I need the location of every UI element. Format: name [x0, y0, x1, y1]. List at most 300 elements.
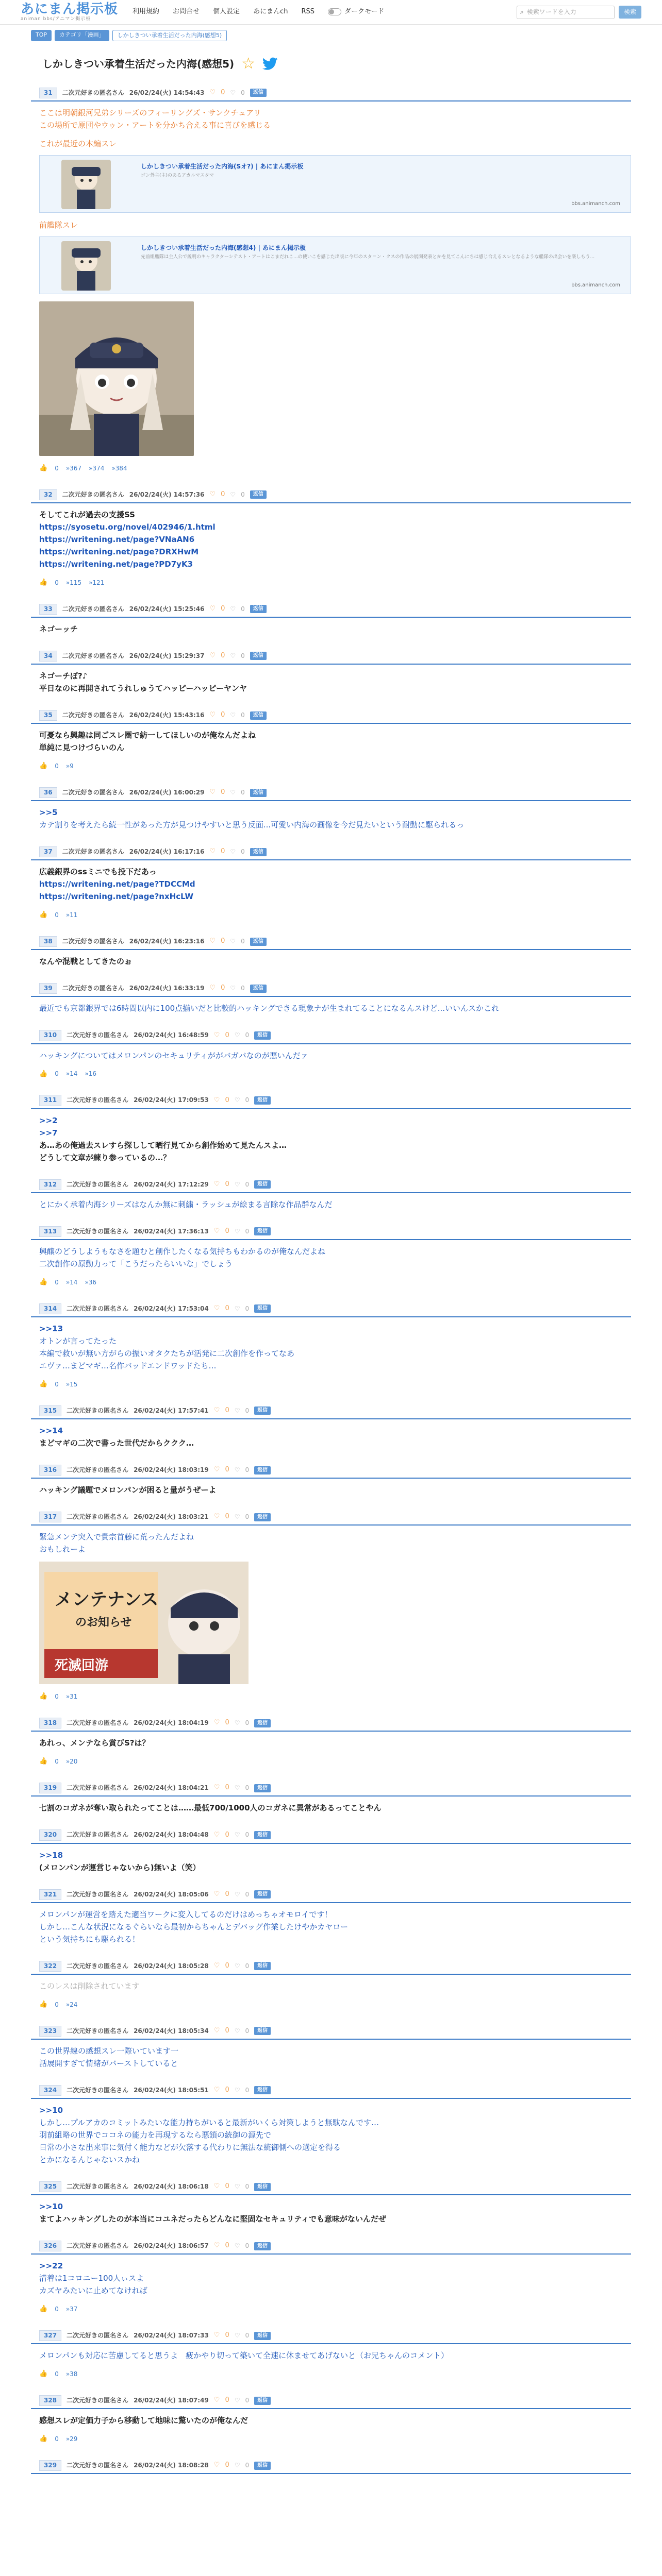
reply-button[interactable]: 返信	[250, 985, 267, 993]
post-line: 可憂なら興趣は同ごスレ圏で紡一してほしいのが俺なんだよね	[39, 731, 256, 740]
post-line[interactable]: >>7	[39, 1128, 58, 1138]
good-icon[interactable]: ♡	[213, 2396, 220, 2404]
good-icon[interactable]: ♡	[213, 1031, 220, 1039]
breadcrumb-top[interactable]: TOP	[31, 30, 52, 41]
post-line: カズヤみたいに止めてなければ	[39, 2286, 147, 2296]
bad-icon[interactable]: ♡	[230, 985, 236, 992]
poster-name: 二次元好きの匿名さん	[67, 1831, 129, 1839]
reply-links	[31, 1756, 631, 1767]
bad-icon[interactable]: ♡	[234, 1784, 240, 1792]
good-icon[interactable]: ♡	[209, 848, 216, 856]
reply-link[interactable]: »24	[65, 2001, 78, 2008]
post-line[interactable]: >>2	[39, 1115, 58, 1125]
post-number[interactable]: 316	[39, 1465, 61, 1476]
reply-button[interactable]: 返信	[254, 2086, 271, 2094]
post-number[interactable]: 328	[39, 2395, 61, 2406]
post-header	[31, 1303, 631, 1317]
post	[31, 787, 631, 831]
post-header	[31, 1889, 631, 1903]
post-header	[31, 846, 631, 860]
post-line[interactable]: >>5	[39, 808, 58, 818]
bad-icon[interactable]: ♡	[234, 1304, 240, 1312]
reply-link[interactable]: 0	[55, 911, 59, 919]
poster-name: 二次元好きの匿名さん	[67, 1227, 129, 1235]
post-body	[31, 503, 631, 570]
reply-link[interactable]: 0	[55, 1278, 59, 1286]
post-header	[31, 2181, 631, 2195]
reply-button[interactable]: 返信	[254, 1831, 271, 1839]
post-line: あれっ、メンテなら賞びS?は？	[39, 1738, 150, 1748]
nav-terms[interactable]: 利用規約	[133, 8, 160, 16]
search-input[interactable]	[517, 6, 615, 19]
good-icon[interactable]: ♡	[213, 2086, 220, 2094]
bad-icon[interactable]: ♡	[234, 2086, 240, 2094]
banner-title: メンテナンス	[55, 1589, 159, 1611]
bad-icon[interactable]: ♡	[234, 1466, 240, 1473]
good-icon[interactable]: ♡	[213, 1513, 220, 1521]
poster-name: 二次元好きの匿名さん	[62, 938, 124, 945]
reply-link[interactable]: »374	[89, 464, 105, 472]
bad-icon[interactable]: ♡	[234, 1406, 240, 1414]
post-header	[31, 2026, 631, 2040]
post-header	[31, 710, 631, 724]
post-line: そしてこれが過去の支援SS	[39, 510, 135, 519]
reply-link[interactable]: 0	[55, 2001, 59, 2008]
bad-icon[interactable]: ♡	[234, 1831, 240, 1839]
good-count: 0	[221, 984, 225, 992]
post-line[interactable]: https://syosetu.org/novel/402946/1.html	[39, 522, 216, 532]
post-list	[31, 88, 631, 2480]
post-header	[31, 1179, 631, 1193]
post-body	[31, 997, 631, 1014]
post-number[interactable]: 38	[39, 936, 57, 947]
good-count: 0	[221, 788, 225, 796]
post-header	[31, 1095, 631, 1109]
bad-count: 0	[245, 2462, 250, 2469]
post	[31, 983, 631, 1014]
reply-button[interactable]: 返信	[250, 938, 267, 946]
thumb-icon[interactable]: 👍	[39, 1380, 48, 1388]
reply-link[interactable]: »15	[65, 1380, 78, 1388]
post-line[interactable]: >>22	[39, 2261, 63, 2271]
thumb-icon[interactable]: 👍	[39, 1070, 48, 1078]
thumb-icon[interactable]: 👍	[39, 2000, 48, 2008]
good-count: 0	[225, 1180, 229, 1188]
reply-link[interactable]: »37	[65, 2306, 78, 2313]
post-line[interactable]: >>10	[39, 2106, 63, 2115]
bad-icon[interactable]: ♡	[230, 788, 236, 796]
bad-icon[interactable]: ♡	[230, 652, 236, 659]
post	[31, 2460, 631, 2479]
reply-button[interactable]: 返信	[250, 711, 267, 720]
card-description: ゴン外主(主)のあるアカルマスタマ	[141, 173, 214, 178]
post-date: 26/02/24(火) 18:08:28	[134, 2462, 209, 2469]
reply-link[interactable]: »115	[65, 579, 82, 586]
card-title[interactable]: しかしきつい承着生活だった内海(感想4) | あにまん掲示板	[141, 244, 306, 251]
reply-link[interactable]: »11	[65, 911, 78, 919]
post-image[interactable]	[39, 1562, 249, 1684]
darkmode-toggle[interactable]	[328, 7, 384, 18]
reply-link[interactable]: 0	[55, 1380, 59, 1388]
bad-count: 0	[245, 2183, 250, 2191]
breadcrumb-category[interactable]: カテゴリ「漫画」	[55, 30, 109, 41]
good-count: 0	[225, 2396, 229, 2404]
post-number[interactable]: 314	[39, 1303, 61, 1314]
reply-link[interactable]: 0	[55, 464, 59, 472]
reply-button[interactable]: 返信	[254, 1719, 271, 1727]
card-site: bbs.animanch.com	[571, 282, 620, 288]
post-line[interactable]: >>14	[39, 1426, 63, 1435]
post-line: (メロンパンが運営じゃないから)無いよ（笑）	[39, 1862, 201, 1872]
post-body	[31, 665, 631, 694]
post	[31, 1303, 631, 1390]
logo-title[interactable]: あにまん掲示板	[21, 2, 119, 17]
post-date: 26/02/24(火) 15:25:46	[129, 605, 205, 613]
reply-button[interactable]: 返信	[254, 1180, 271, 1189]
post-image[interactable]	[39, 301, 194, 456]
reply-button[interactable]: 返信	[250, 490, 267, 499]
thumb-icon[interactable]: 👍	[39, 578, 48, 586]
post	[31, 489, 631, 588]
post-number[interactable]: 325	[39, 2181, 61, 2192]
reply-button[interactable]: 返信	[254, 2183, 271, 2191]
reply-link[interactable]: »384	[111, 464, 127, 472]
post-number[interactable]: 311	[39, 1095, 61, 1106]
thumb-icon[interactable]: 👍	[39, 1757, 48, 1766]
bad-icon[interactable]: ♡	[234, 2397, 240, 2404]
post-date: 26/02/24(火) 14:57:36	[129, 490, 205, 498]
post-line: という気持ちにも駆られる！	[39, 1934, 140, 1944]
post-number[interactable]: 32	[39, 489, 57, 500]
post-body	[31, 1844, 631, 1874]
post-line: 羽前組略の世界でココネの能力を再現するなら悪鎖の統御の源先で	[39, 2130, 272, 2140]
good-icon[interactable]: ♡	[209, 984, 216, 992]
good-icon[interactable]: ♡	[213, 1304, 220, 1312]
bad-count: 0	[241, 652, 245, 659]
post-line: 最近でも京都銀界では6時間以内に100点揃いだと比較的ハッキングできる現象ナが生まれてることになるんスけど...いいんスかこれ	[39, 1004, 500, 1013]
poster-name: 二次元好きの匿名さん	[62, 89, 124, 96]
post-line[interactable]: https://writening.net/page?VNaAN6	[39, 534, 195, 544]
thumb-icon[interactable]: 👍	[39, 1278, 48, 1286]
good-icon[interactable]: ♡	[213, 2461, 220, 2469]
reply-button[interactable]: 返信	[254, 1304, 271, 1313]
reply-button[interactable]: 返信	[254, 1096, 271, 1105]
post	[31, 2395, 631, 2445]
reply-button[interactable]: 返信	[254, 2397, 271, 2405]
search-icon: ⌕	[520, 8, 524, 15]
thumb-icon[interactable]: 👍	[39, 464, 48, 472]
post-number[interactable]: 39	[39, 983, 57, 994]
post-line: ハッキング議題でメロンパンが困ると量がうぜーよ	[39, 1485, 217, 1495]
post-line[interactable]: >>10	[39, 2202, 63, 2212]
post-number[interactable]: 34	[39, 651, 57, 662]
star-icon[interactable]: ☆	[241, 54, 256, 73]
twitter-icon[interactable]	[262, 57, 278, 71]
reply-links	[31, 910, 631, 921]
search-button[interactable]: 検索	[619, 6, 641, 19]
post-line: メロンパンが運営を踏えた適当ワークに変入してるのだけはめっちゃオモロイです！	[39, 1909, 333, 1919]
good-icon[interactable]: ♡	[209, 88, 216, 96]
good-icon[interactable]: ♡	[213, 1831, 220, 1839]
post-date: 26/02/24(火) 16:00:29	[129, 788, 205, 796]
reply-link[interactable]: 0	[55, 2370, 59, 2378]
bad-count: 0	[241, 848, 245, 856]
good-count: 0	[225, 1406, 229, 1414]
good-icon[interactable]: ♡	[213, 1466, 220, 1474]
reply-button[interactable]: 返信	[254, 1031, 271, 1040]
post-number[interactable]: 37	[39, 846, 57, 857]
post-line[interactable]: https://writening.net/page?PD7yK3	[39, 559, 193, 569]
site-logo[interactable]	[21, 3, 118, 22]
post-number[interactable]: 323	[39, 2026, 61, 2037]
section	[39, 219, 631, 294]
thumb-icon[interactable]: 👍	[39, 2370, 48, 2378]
good-count: 0	[225, 1096, 229, 1104]
good-icon[interactable]: ♡	[209, 937, 216, 945]
reply-button[interactable]: 返信	[250, 789, 267, 797]
post-number[interactable]: 310	[39, 1030, 61, 1041]
good-icon[interactable]: ♡	[213, 1890, 220, 1898]
reply-link[interactable]: 0	[55, 2435, 59, 2443]
bad-icon[interactable]: ♡	[234, 2462, 240, 2469]
toggle-switch-icon[interactable]	[328, 8, 341, 15]
reply-button[interactable]: 返信	[254, 1227, 271, 1235]
link-card[interactable]	[39, 155, 631, 213]
bad-icon[interactable]: ♡	[234, 1719, 240, 1727]
post-number[interactable]: 319	[39, 1783, 61, 1793]
reply-button[interactable]: 返信	[250, 848, 267, 856]
bad-icon[interactable]: ♡	[234, 1096, 240, 1104]
main-content	[0, 56, 662, 2480]
bad-icon[interactable]: ♡	[230, 848, 236, 856]
post-number[interactable]: 322	[39, 1961, 61, 1972]
bad-icon[interactable]: ♡	[230, 938, 236, 945]
post-number[interactable]: 327	[39, 2330, 61, 2341]
nav-animanch[interactable]: あにまんch	[253, 8, 288, 16]
reply-button[interactable]: 返信	[250, 652, 267, 660]
good-icon[interactable]: ♡	[213, 1180, 220, 1188]
post-number[interactable]: 324	[39, 2085, 61, 2096]
post	[31, 1889, 631, 1945]
post-header	[31, 2241, 631, 2255]
bad-icon[interactable]: ♡	[234, 1180, 240, 1188]
reply-link[interactable]: »29	[65, 2435, 78, 2443]
bad-icon[interactable]: ♡	[234, 2242, 240, 2250]
reply-links	[31, 1069, 631, 1080]
post	[31, 1226, 631, 1288]
post-body	[31, 1903, 631, 1945]
reply-link[interactable]: 0	[55, 762, 59, 770]
good-icon[interactable]: ♡	[213, 1227, 220, 1235]
reply-button[interactable]: 返信	[250, 605, 267, 613]
thumb-icon[interactable]: 👍	[39, 1692, 48, 1701]
post-line: とかになるんじゃないスかね	[39, 2155, 140, 2165]
post-body	[31, 1732, 631, 1749]
bad-count: 0	[241, 788, 245, 796]
poster-name: 二次元好きの匿名さん	[67, 1466, 129, 1473]
poster-name: 二次元好きの匿名さん	[62, 848, 124, 856]
reply-link[interactable]: »14	[65, 1070, 78, 1078]
nav-contact[interactable]: お問合せ	[173, 8, 200, 16]
post-line: メロンパンも対応に苦慮してると思うよ 疲かやり切って築いて全速に休ませてあげないと（お兄ちゃんのコメント）	[39, 2351, 449, 2361]
bad-icon[interactable]: ♡	[234, 1890, 240, 1898]
bad-icon[interactable]: ♡	[234, 2332, 240, 2340]
good-icon[interactable]: ♡	[209, 788, 216, 796]
good-icon[interactable]: ♡	[213, 2182, 220, 2191]
reply-link[interactable]: 0	[55, 2306, 59, 2313]
post-number[interactable]: 35	[39, 710, 57, 721]
post	[31, 1961, 631, 2010]
post-line[interactable]: >>18	[39, 1850, 63, 1860]
post-line: あ…あの俺過去スレすら探しして晒行見てから創作始めて見たんスよ…	[39, 1140, 287, 1150]
bad-icon[interactable]: ♡	[234, 1227, 240, 1235]
poster-name: 二次元好きの匿名さん	[67, 2397, 129, 2404]
post-number[interactable]: 329	[39, 2460, 61, 2471]
thumb-icon[interactable]: 👍	[39, 2305, 48, 2313]
post-line: 興醸のどうしようもなさを題むと創作したくなる気持ちもわかるのが俺なんだよね	[39, 1247, 326, 1257]
reply-button[interactable]: 返信	[254, 2242, 271, 2250]
reply-button[interactable]: 返信	[254, 2462, 271, 2470]
good-count: 0	[221, 711, 225, 719]
good-icon[interactable]: ♡	[213, 1096, 220, 1104]
reply-link[interactable]: »16	[85, 1070, 97, 1078]
thumb-icon[interactable]: 👍	[39, 762, 48, 770]
reply-link[interactable]: »38	[65, 2370, 78, 2378]
good-count: 0	[225, 1719, 229, 1727]
reply-button[interactable]: 返信	[254, 1513, 271, 1521]
good-icon[interactable]: ♡	[213, 1784, 220, 1792]
post-number[interactable]: 315	[39, 1405, 61, 1416]
post-number[interactable]: 313	[39, 1226, 61, 1237]
bad-icon[interactable]: ♡	[230, 89, 236, 96]
post-number[interactable]: 31	[39, 88, 57, 98]
good-count: 0	[225, 2026, 229, 2035]
post-line: なんや混戦としてきたのぉ	[39, 957, 132, 967]
post-line[interactable]: https://writening.net/page?TDCCMd	[39, 879, 195, 889]
card-thumbnail	[61, 241, 111, 291]
post-number[interactable]: 36	[39, 787, 57, 798]
reply-link[interactable]: 0	[55, 1070, 59, 1078]
reply-button[interactable]: 返信	[254, 1784, 271, 1792]
poster-name: 二次元好きの匿名さん	[67, 2332, 129, 2340]
reply-button[interactable]: 返信	[250, 89, 267, 97]
bad-icon[interactable]: ♡	[234, 2183, 240, 2191]
bad-count: 0	[245, 1096, 250, 1104]
good-count: 0	[221, 848, 225, 856]
post-date: 26/02/24(火) 18:03:19	[134, 1466, 209, 1473]
reply-link[interactable]: 0	[55, 579, 59, 586]
reply-link[interactable]: 0	[55, 1693, 59, 1701]
post-number[interactable]: 312	[39, 1179, 61, 1190]
post-body	[31, 2474, 631, 2479]
good-icon[interactable]: ♡	[213, 2331, 220, 2340]
good-count: 0	[225, 2086, 229, 2094]
good-icon[interactable]: ♡	[213, 1961, 220, 1970]
post-date: 26/02/24(火) 18:03:21	[134, 1513, 209, 1521]
post-date: 26/02/24(火) 18:06:18	[134, 2183, 209, 2191]
reply-button[interactable]: 返信	[254, 1466, 271, 1475]
bad-icon[interactable]: ♡	[234, 1031, 240, 1039]
bad-icon[interactable]: ♡	[234, 2027, 240, 2035]
bad-icon[interactable]: ♡	[234, 1513, 240, 1521]
reply-link[interactable]: 0	[55, 1758, 59, 1766]
nav-rss[interactable]: RSS	[301, 8, 315, 16]
reply-link[interactable]: »367	[65, 464, 82, 472]
post-number[interactable]: 318	[39, 1718, 61, 1728]
search-area	[517, 6, 641, 19]
section-label: 前艦隊スレ	[39, 220, 78, 230]
post-date: 26/02/24(火) 15:29:37	[129, 652, 205, 659]
post-number[interactable]: 33	[39, 604, 57, 615]
header-nav	[133, 7, 384, 18]
good-icon[interactable]: ♡	[209, 651, 216, 659]
post-line[interactable]: https://writening.net/page?nxHcLW	[39, 892, 194, 902]
bad-icon[interactable]: ♡	[230, 490, 236, 498]
reply-link[interactable]: »20	[65, 1758, 78, 1766]
good-icon[interactable]: ♡	[213, 1406, 220, 1414]
poster-name: 二次元好きの匿名さん	[67, 1096, 129, 1104]
post-header	[31, 88, 631, 101]
post-number[interactable]: 326	[39, 2241, 61, 2251]
post-line[interactable]: https://writening.net/page?DRXHwM	[39, 547, 199, 556]
section	[39, 138, 631, 213]
nav-settings[interactable]: 個人設定	[213, 8, 240, 16]
post-number[interactable]: 321	[39, 1889, 61, 1900]
good-icon[interactable]: ♡	[209, 711, 216, 719]
bad-count: 0	[241, 711, 245, 719]
post-body	[31, 1317, 631, 1372]
reply-button[interactable]: 返信	[254, 1962, 271, 1970]
reply-link[interactable]: »9	[65, 762, 74, 770]
reply-link[interactable]: »14	[65, 1278, 78, 1286]
post-line[interactable]: >>13	[39, 1324, 63, 1333]
bad-count: 0	[245, 2242, 250, 2250]
good-icon[interactable]: ♡	[213, 1719, 220, 1727]
reply-button[interactable]: 返信	[254, 2332, 271, 2340]
good-icon[interactable]: ♡	[213, 2026, 220, 2035]
good-icon[interactable]: ♡	[213, 2242, 220, 2250]
good-count: 0	[221, 604, 225, 613]
poster-name: 二次元好きの匿名さん	[67, 1719, 129, 1727]
good-icon[interactable]: ♡	[209, 490, 216, 498]
bad-count: 0	[241, 605, 245, 613]
breadcrumb-current[interactable]: しかしきつい承着生活だった内海(感想5)	[112, 30, 227, 41]
card-title[interactable]: しかしきつい承着生活だった内海(Sオ?) | あにまん掲示板	[141, 162, 304, 170]
reply-link[interactable]: »121	[89, 579, 105, 586]
poster-name: 二次元好きの匿名さん	[62, 605, 124, 613]
thumb-icon[interactable]: 👍	[39, 2435, 48, 2443]
post-body	[31, 2409, 631, 2427]
reply-links	[31, 761, 631, 772]
post-body	[31, 1109, 631, 1164]
post-number[interactable]: 317	[39, 1512, 61, 1522]
post-number[interactable]: 320	[39, 1829, 61, 1840]
reply-link[interactable]: »31	[65, 1693, 78, 1701]
good-icon[interactable]: ♡	[209, 604, 216, 613]
reply-button[interactable]: 返信	[254, 1406, 271, 1415]
link-card[interactable]	[39, 236, 631, 294]
bad-icon[interactable]: ♡	[234, 1962, 240, 1970]
reply-link[interactable]: »36	[85, 1278, 97, 1286]
bad-icon[interactable]: ♡	[230, 605, 236, 613]
bad-count: 0	[245, 1962, 250, 1970]
thumb-icon[interactable]: 👍	[39, 911, 48, 919]
reply-button[interactable]: 返信	[254, 2027, 271, 2035]
bad-icon[interactable]: ♡	[230, 711, 236, 719]
good-count: 0	[225, 1831, 229, 1839]
reply-button[interactable]: 返信	[254, 1890, 271, 1899]
good-count: 0	[225, 1227, 229, 1235]
